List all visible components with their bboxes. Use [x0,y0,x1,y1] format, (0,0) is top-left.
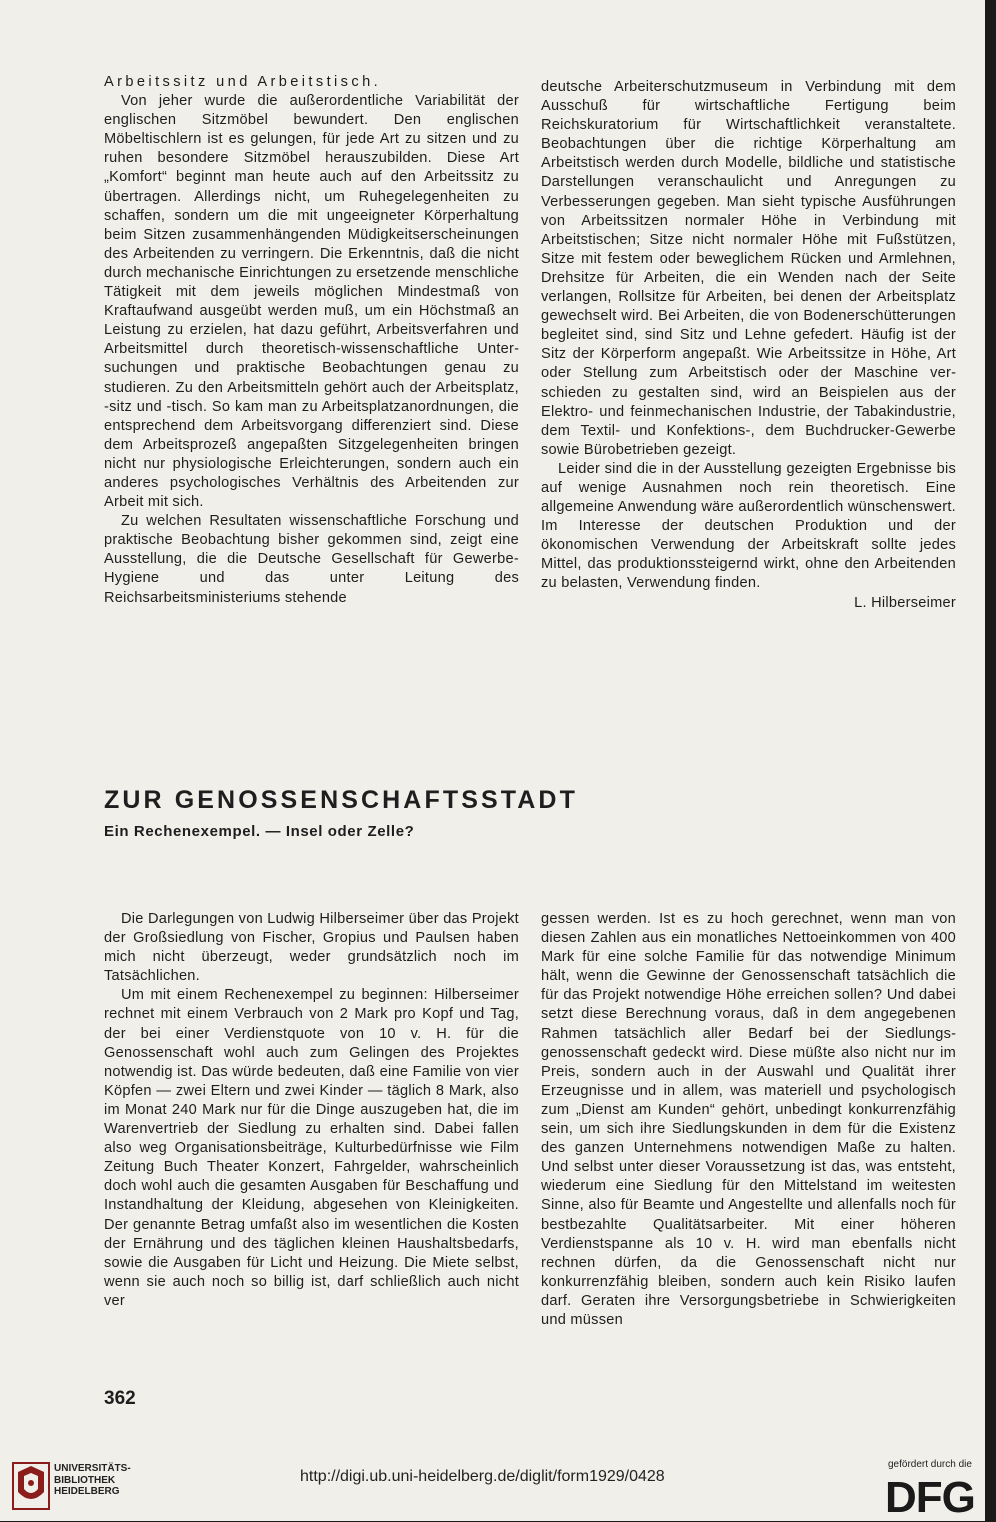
footer [0,1452,985,1521]
paragraph: Die Darlegungen von Ludwig Hilberseimer über das Projekt der Großsiedlung von Fischer, Gropius und Paulsen haben mich nicht überzeugt, weder grundsätzlich noch im Tatsächlichen. [104,911,519,985]
section-heading: Arbeitssitz und Arbeitstisch. [104,74,382,90]
column-bottom-left [104,910,519,1311]
article-subtitle: Ein Rechenexempel. — Insel oder Zelle? [104,823,415,840]
paragraph: Um mit einem Rechenexempel zu beginnen: Hilberseimer rechnet mit einem Verbrauch von 2 Mark pro Kopf und Tag, der bei einer Verdienstquote von 10 v. H. für die Genossenschaft wohl auch zum Gelingen des Projektes notwendig ist. Das würde bedeuten, daß eine Familie von vier Köpfen — zwei Eltern und zwei Kinder — täglich 8 Mark, also im Monat 240 Mark nur für die Dinge auszugeben hat, die im Warenvertrieb der Siedlung zu erhalten sind. Dabei fallen also weg Organisationsbeiträge, Kulturbedürfnisse wie Film Zeitung Buch Theater Konzert, Fahrgelder, wahrscheinlich doch wohl auch die gesamten Ausgaben für Beschaffung und Instandhaltung der Kleidung, abgesehen von Kleinigkeiten. Der genannte Betrag umfaßt also im wesentlichen die Kosten der Ernährung und des täglichen kleinen Haushaltsbedarfs, sowie die Ausgaben für Licht und Heizung. Die Miete selbst, wenn sie auch noch so billig ist, darf schließlich auch nicht ver [104,987,519,1309]
source-url-link[interactable]: http://digi.ub.uni-heidelberg.de/diglit/form1929/0428 [300,1468,665,1485]
author-signature: L. Hilberseimer [854,594,956,611]
column-bottom-right [541,910,956,1330]
library-name: UNIVERSITÄTS- BIBLIOTHEK HEIDELBERG [54,1463,131,1497]
paragraph: Zu welchen Resultaten wissenschaftliche Forschung und praktische Beobachtung bisher gekommen sind, zeigt eine Ausstellung, die die Deutsche Gesellschaft für Gewerbe-Hygiene und das unter Leitung des Reichsarbeitsministeriums stehende [104,513,519,606]
funding-caption: gefördert durch die [888,1459,972,1470]
page-number: 362 [104,1388,136,1409]
article-title: ZUR GENOSSENSCHAFTSSTADT [104,786,578,814]
column-top-right [541,78,956,613]
paragraph: Von jeher wurde die außerordentliche Variabilität der englischen Sitzmöbel bewundert. Den englischen Möbeltischlern ist es gelungen, für jede Art zu sitzen und zu ruhen besondere Sitzmöbel herauszubilden. Diese Art „Komfort“ beginnt man heute auch auf den Arbeitssitz zu übertragen. Allerdings nicht, um Ruhegelegenheiten zu schaffen, sondern um die mit ungeeigneter Körperhaltung beim Sitzen zusammenhängenden Müdigkeitserscheinungen des Arbeitenden zu verringern. Die Erkenntnis, daß die nicht durch mechanische Einrichtungen zu ersetzende menschliche Tätigkeit mit dem jeweils möglichen Mindestmaß von Kraftaufwand ausgeübt werden muß, um ein Höchstmaß an Leistung zu erzielen, hat dazu geführt, Arbeitsverfahren und Arbeitsmittel durch theoretisch-wissenschaftliche Untersuchungen und praktische Beobachtungen genau zu studieren. Zu den Arbeitsmitteln gehört auch der Arbeitsplatz, -sitz und -tisch. So kam man zu Arbeitsplatzanordnungen, die entsprechend dem Arbeitsvorgang differenziert sind. Diese dem Arbeitsprozeß angepaßten Sitzgelegenheiten bringen nicht nur physiologische Erleichterungen, sondern auch ein anderes psychologisches Verhältnis des Arbeitenden zur Arbeit mit sich. [104,93,519,511]
column-top-left [104,73,519,608]
paragraph: gessen werden. Ist es zu hoch gerechnet, wenn man von diesen Zahlen aus ein monatliches Nettoeinkommen von 400 Mark für eine solche Familie für das notwendige Minimum hält, wenn die Gewinne der Genossenschaft tatsächlich die für das Projekt notwendige Höhe erreichen sollen? Und dabei setzt diese Berechnung voraus, daß in dem angegebenen Rahmen tatsächlich aller Bedarf bei der Siedlungsgenossenschaft gedeckt wird. Diese müßte also nicht nur im Preis, sondern auch in der Auswahl und Qualität ihrer Erzeugnisse und in allem, was materiell und psychologisch zum „Dienst am Kunden“ gehört, unbedingt konkurrenzfähig sein, um sich ihre Siedlungskunden in dem für die Existenz des ganzen Unternehmens notwendigen Maße zu halten. Und selbst unter dieser Voraussetzung ist das, was entsteht, wiederum eine Siedlung für den Mittelstand im weitesten Sinne, also für Beamte und Angestellte und allenfalls noch für bestbezahlte Qualitätsarbeiter. Mit einer höheren Verdienstspanne als 10 v. H. wird man ebenfalls nicht rechnen dürfen, da die Genossenschaft nicht nur konkurrenzfähig bleiben, sondern auch kein Risiko laufen darf. Geraten ihre Versorgungsbetriebe in Schwierigkeiten und müssen [541,911,956,1328]
paragraph: Leider sind die in der Ausstellung gezeigten Ergebnisse bis auf wenige Ausnahmen noch rein theoretisch. Eine allgemeine Anwendung wäre außerordentlich wünschenswert. Im Interesse der deutschen Produktion und der ökonomischen Verwendung der Arbeitskraft sollte jedes Mittel, das produktionssteigernd wirkt, ohne den Arbeitenden zu belasten, Verwendung finden. [541,460,956,592]
paragraph: deutsche Arbeiterschutzmuseum in Verbindung mit dem Ausschuß für wirtschaftliche Fertigung beim Reichskuratorium für Wirtschaftlichkeit veranstaltete. Beobachtungen über die richtige Körperhaltung am Arbeitstisch werden durch Modelle, bildliche und statistische Darstellungen veranschaulicht und Anregungen zu Verbesserungen gegeben. Man sieht typische Ausführungen von Arbeitssitzen normaler Höhe in Verbindung mit Arbeitstischen; Sitze nicht normaler Höhe mit Fußstützen, Sitze mit festem oder beweglichem Rücken und Armlehnen, Drehsitze für Arbeiten, die ein Wenden nach der Seite verlangen, Rollsitze für Arbeiten, bei denen der Arbeitsplatz gewechselt wird. Bei Arbeiten, die von Bodenerschütterungen begleitet sind, sind Sitz und Lehne gefedert. Häufig ist der Sitz der Körperform angepaßt. Wie Arbeitssitze in Höhe, Art oder Stellung zum Arbeitstisch oder der Maschine verschieden zu gestalten sind, wird an Beispielen aus der Elektro- und feinmechanischen Industrie, der Tabakindustrie, dem Textil- und Konfektions-, dem Buchdrucker-Gewerbe sowie Bürobetrieben gezeigt. [541,79,956,458]
dfg-logo: DFG [885,1473,975,1522]
university-seal-icon [12,1462,50,1510]
